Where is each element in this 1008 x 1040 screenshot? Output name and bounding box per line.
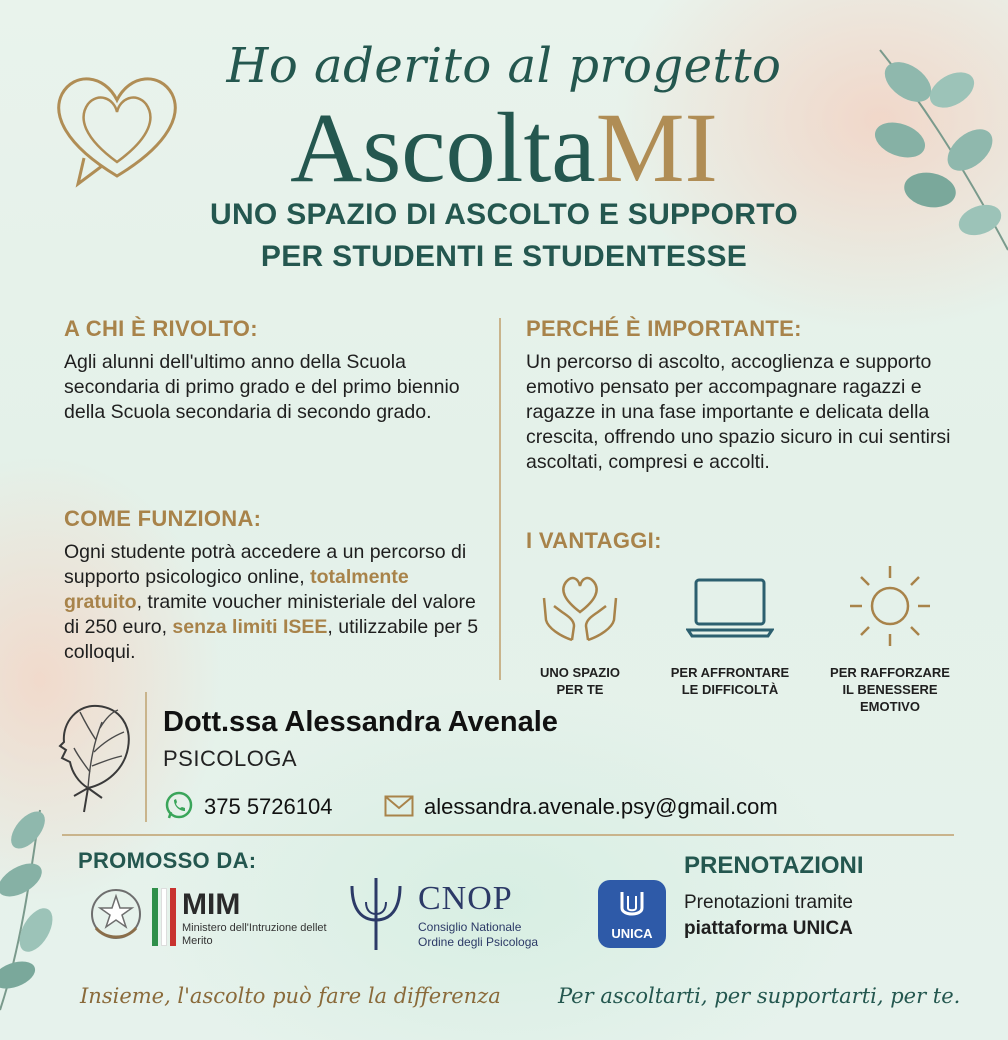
unica-app-badge[interactable]	[598, 880, 666, 948]
column-divider	[499, 318, 501, 680]
benefits-heading: I VANTAGGI:	[526, 528, 662, 553]
cnop-subtitle-line: Consiglio Nationale	[418, 920, 522, 934]
benefit-caption-line: PER TE	[556, 682, 604, 697]
email-address[interactable]: alessandra.avenale.psy@gmail.com	[424, 794, 778, 819]
how-text-2: , tramite voucher ministeriale del valore di 250 euro,	[64, 591, 476, 638]
footer-divider	[62, 834, 954, 836]
bookings-line: piattaforma UNICA	[684, 918, 853, 939]
psychologist-role: PSICOLOGA	[163, 746, 298, 771]
phone-number[interactable]: 375 5726104	[204, 794, 333, 819]
compass-sun-icon	[846, 562, 934, 650]
laptop-icon	[686, 576, 774, 640]
brand-title-main: Ascolta	[290, 92, 596, 203]
italian-flag-bars	[152, 888, 176, 946]
promoted-by-heading: PROMOSSO DA:	[78, 848, 257, 873]
how-highlight-free: totalmente gratuito	[64, 566, 409, 613]
bookings-text	[684, 890, 853, 942]
target-heading: A CHI È RIVOLTO:	[64, 316, 258, 341]
subtitle-line-2: PER STUDENTI E STUDENTESSE	[260, 240, 748, 273]
brand-title-accent: MI	[595, 92, 718, 203]
tagline-right: Per ascoltarti, per supportarti, per te.	[558, 984, 961, 1008]
how-text-3: , utilizzabile per 5 colloqui.	[64, 616, 479, 663]
unica-u-icon	[616, 888, 648, 922]
cnop-logo-text: CNOP	[418, 880, 513, 917]
why-text: Un percorso di ascolto, accoglienza e supporto emotivo pensato per accompagnare ragazzi e ragazze in una fase importante e delicata della crescita, offrendo uno spazio sicuro in cui sentirsi ascoltati, compresi e accolti.	[526, 351, 951, 473]
how-text	[64, 540, 486, 665]
brand-title	[0, 92, 1008, 203]
tree-head-illustration	[44, 692, 140, 816]
eucalyptus-leaves-decoration-bottom	[0, 800, 70, 1020]
mim-subtitle: Ministero dell'Intruzione dellet Merito	[182, 922, 327, 947]
benefit-caption-line: IL BENESSERE	[842, 682, 938, 697]
benefit-caption-line: PER RAFFORZARE	[830, 665, 950, 680]
mim-logo-text: MIM	[182, 888, 241, 921]
unica-badge-label: UNICA	[611, 926, 653, 941]
benefit-caption-line: LE DIFFICOLTÀ	[681, 682, 779, 697]
benefit-caption-line: PER AFFRONTARE	[670, 665, 790, 680]
bookings-heading: PRENOTAZIONI	[684, 852, 864, 879]
benefit-caption-space	[520, 664, 640, 698]
cnop-subtitle	[418, 920, 588, 950]
why-heading: PERCHÉ È IMPORTANTE:	[526, 316, 802, 341]
tagline-left: Insieme, l'ascolto può fare la differenza	[80, 984, 501, 1008]
headline: Ho aderito al progetto	[226, 38, 782, 94]
italian-republic-emblem-icon	[86, 884, 146, 944]
cnop-subtitle-line: Ordine degli Psicologa	[418, 935, 539, 949]
bookings-line: Prenotazioni tramite	[684, 892, 853, 913]
contact-divider	[145, 692, 147, 822]
whatsapp-icon[interactable]	[163, 790, 195, 822]
how-highlight-isee: senza limiti ISEE	[172, 616, 328, 638]
target-text: Agli alunni dell'ultimo anno della Scuola secondaria di primo grado e del primo biennio della Scuola secondaria di secondo grado.	[64, 351, 460, 423]
hands-heart-icon	[538, 568, 622, 644]
email-icon[interactable]	[384, 795, 414, 817]
benefit-caption-line: EMOTIVO	[860, 699, 920, 714]
subtitle-line-1: UNO SPAZIO DI ASCOLTO E SUPPORTO	[210, 198, 798, 231]
benefit-caption-wellbeing	[830, 664, 950, 715]
benefit-caption-difficulties	[670, 664, 790, 698]
how-text-1: Ogni studente potrà accedere a un percorso di supporto psicologico online,	[64, 541, 467, 588]
how-heading: COME FUNZIONA:	[64, 506, 262, 531]
psychologist-name: Dott.ssa Alessandra Avenale	[163, 706, 558, 738]
benefit-caption-line: UNO SPAZIO	[540, 665, 620, 680]
psi-symbol-icon	[344, 876, 408, 952]
